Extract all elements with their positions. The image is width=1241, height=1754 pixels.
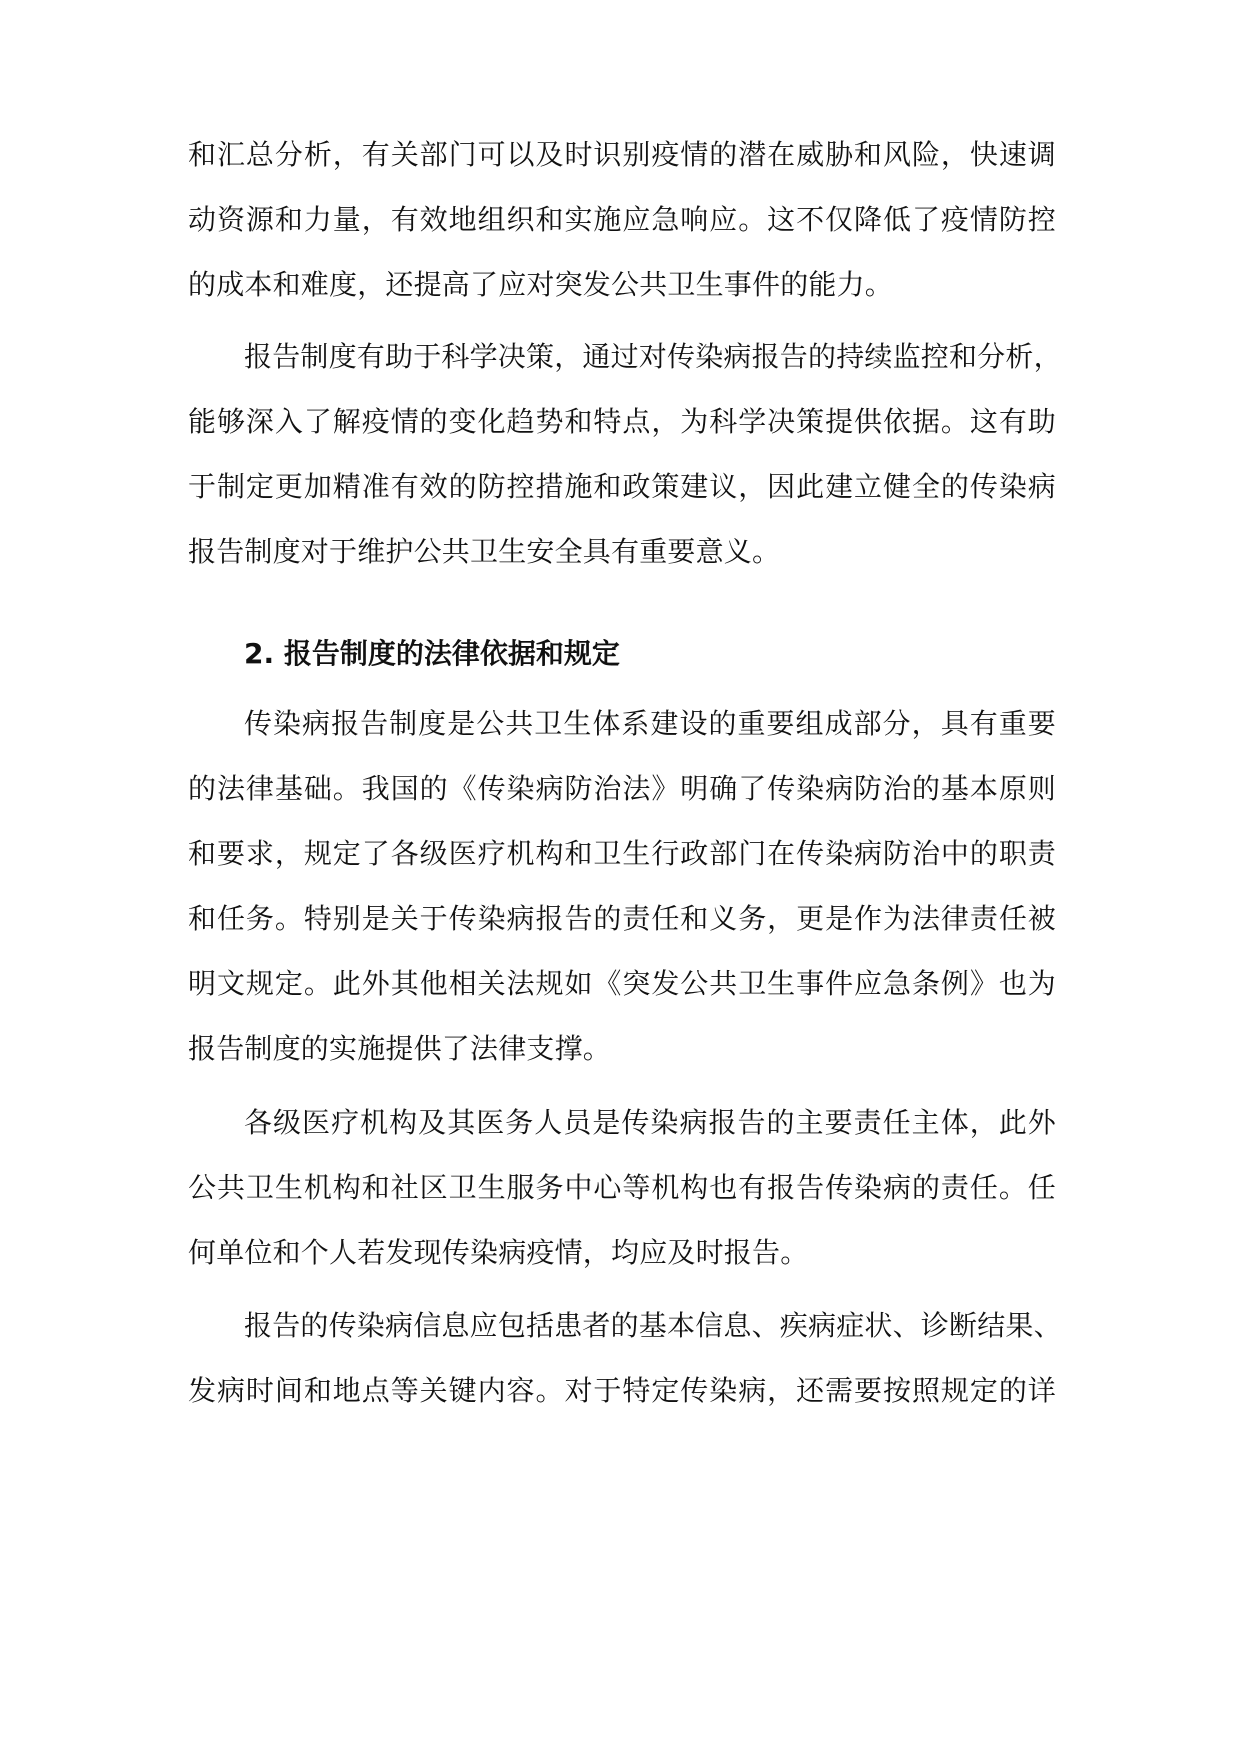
paragraph-line: 报告的传染病信息应包括患者的基本信息、疾病症状、诊断结果、	[244, 1309, 1062, 1342]
paragraph-line: 和汇总分析，有关部门可以及时识别疫情的潜在威胁和风险，快速调	[188, 138, 1056, 171]
paragraph-line: 报告制度对于维护公共卫生安全具有重要意义。	[188, 535, 781, 568]
paragraph-line: 明文规定。此外其他相关法规如《突发公共卫生事件应急条例》也为	[188, 967, 1056, 1000]
paragraph-line: 于制定更加精准有效的防控措施和政策建议，因此建立健全的传染病	[188, 470, 1056, 503]
paragraph-line: 和任务。特别是关于传染病报告的责任和义务，更是作为法律责任被	[188, 902, 1056, 935]
paragraph-line: 能够深入了解疫情的变化趋势和特点，为科学决策提供依据。这有助	[188, 405, 1056, 438]
paragraph-line: 和要求，规定了各级医疗机构和卫生行政部门在传染病防治中的职责	[188, 837, 1056, 870]
paragraph-line: 公共卫生机构和社区卫生服务中心等机构也有报告传染病的责任。任	[188, 1171, 1056, 1204]
paragraph-line: 的法律基础。我国的《传染病防治法》明确了传染病防治的基本原则	[188, 772, 1056, 805]
paragraph-line: 传染病报告制度是公共卫生体系建设的重要组成部分，具有重要	[244, 707, 1056, 740]
paragraph-line: 发病时间和地点等关键内容。对于特定传染病，还需要按照规定的详	[188, 1374, 1056, 1407]
paragraph-line: 各级医疗机构及其医务人员是传染病报告的主要责任主体，此外	[244, 1106, 1056, 1139]
paragraph-line: 何单位和个人若发现传染病疫情，均应及时报告。	[188, 1236, 809, 1269]
paragraph-line: 报告制度的实施提供了法律支撑。	[188, 1032, 612, 1065]
section-heading: 2. 报告制度的法律依据和规定	[244, 637, 620, 670]
paragraph-line: 动资源和力量，有效地组织和实施应急响应。这不仅降低了疫情防控	[188, 203, 1056, 236]
paragraph-line: 报告制度有助于科学决策，通过对传染病报告的持续监控和分析，	[244, 340, 1062, 373]
paragraph-line: 的成本和难度，还提高了应对突发公共卫生事件的能力。	[188, 268, 894, 301]
